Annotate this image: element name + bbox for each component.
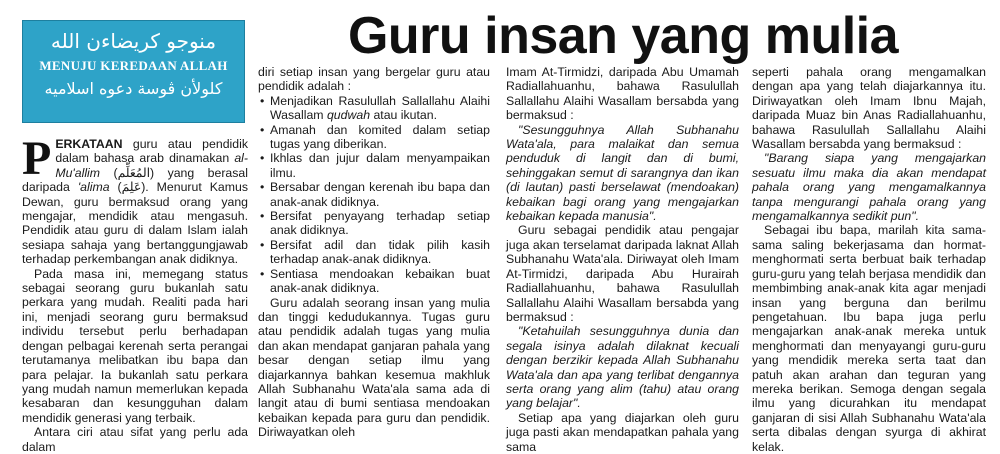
paragraph: Imam At-Tirmidzi, daripada Abu Umamah Radiallahuanhu, bahawa Rasulullah Sallallahu Alaihi Wasallam bersabda yang bermaksud : xyxy=(506,65,739,123)
banner-subtitle: MENUJU KEREDAAN ALLAH xyxy=(39,58,228,73)
list-item: • Ikhlas dan jujur dalam menyampaikan ilmu. xyxy=(258,151,490,180)
paragraph: Antara ciri atau sifat yang perlu ada dalam xyxy=(22,425,248,454)
lead-word: ERKATAAN xyxy=(55,137,123,151)
list-item: • Sentiasa mendoakan kebaikan buat anak-anak didiknya. xyxy=(258,267,490,296)
paragraph: Sebagai ibu bapa, marilah kita sama-sama saling bekerjasama dan hormat-menghormati serta berbuat baik terhadap guru-guru yang telah berjasa mendidik dan membimbing anak-anak kita agar menjadi insan yang berguna dan berilmu pengetahuan. Ibu bapa juga perlu mengajarkan anak-anak mereka untuk menghormati dan menyayangi guru-guru yang mendidik mereka serta taat dan patuh akan arahan dan teguran yang mereka berikan. Semoga dengan segala ilmu yang dicurahkan itu mendapat ganjaran di sisi Allah Subhanahu Wata'ala serta dibalas dengan syurga di akhirat kelak. xyxy=(752,223,986,454)
column-logo-banner xyxy=(22,20,245,123)
term-qudwah: qudwah xyxy=(326,108,371,123)
article-column-2 xyxy=(258,65,490,440)
article-headline: Guru insan yang mulia xyxy=(347,7,899,65)
hadith-quote: "Barang siapa yang mengajarkan sesuatu ilmu maka dia akan mendapat pahala orang yang mengamalkannya tanpa mengurangi pahala orang yang mengamalkannya sedikit pun". xyxy=(752,151,986,224)
list-item: • Bersabar dengan kerenah ibu bapa dan anak-anak didiknya. xyxy=(258,180,490,209)
list-item: • Amanah dan komited dalam setiap tugas yang diberikan. xyxy=(258,123,490,152)
intro-text: (المُعَلِّم) yang berasal daripada xyxy=(22,165,248,195)
paragraph: seperti pahala orang mengamalkan dengan apa yang telah diajarkannya itu. Diriwayatkan oleh Imam Ibnu Majah, daripada Muaz bin Anas Radiallahuanhu, bahawa Rasulullah Sallallahu Alaihi Wasallam bersabda yang bermaksud : xyxy=(752,65,986,152)
term-muallim: al-Mu'allim xyxy=(55,151,248,180)
paragraph: diri setiap insan yang bergelar guru atau pendidik adalah : xyxy=(258,65,490,94)
banner-arabic-caption: كلولأن ڤوسة دعوه اسلاميه xyxy=(44,79,223,98)
traits-list xyxy=(258,94,490,296)
intro-text: guru atau pendidik dalam bahasa arab dinamakan xyxy=(55,137,248,166)
article-column-1 xyxy=(22,132,248,454)
list-item: • Bersifat adil dan tidak pilih kasih terhadap anak-anak didiknya. xyxy=(258,238,490,267)
paragraph: Guru adalah seorang insan yang mulia dan tinggi kedudukannya. Tugas guru atau pendidik adalah tugas yang mulia dan akan mendapat ganjaran pahala yang besar dengan setiap ilmu yang diajarkannya bahkan kesemua makhluk Allah Subhanahu Wata'ala sama ada di langit atau di bumi sentiasa mendoakan kebaikan kepada para guru dan pendidik. Diriwayatkan oleh xyxy=(258,295,490,440)
term-alima: 'alima xyxy=(77,180,110,195)
article-column-3 xyxy=(506,65,739,454)
paragraph: Setiap apa yang diajarkan oleh guru juga pasti akan mendapatkan pahala yang sama xyxy=(506,410,739,454)
list-item: • Bersifat penyayang terhadap setiap anak didiknya. xyxy=(258,209,490,238)
hadith-quote: "Ketahuilah sesungguhnya dunia dan segala isinya adalah dilaknat kecuali dengan berzikir kepada Allah Subhanahu Wata'ala dan apa yang terlibat dengannya serta orang yang alim (tahu) atau orang yang belajar". xyxy=(506,324,739,411)
article-column-4 xyxy=(752,65,986,454)
intro-text: (عَلِمَ). Menurut Kamus Dewan, guru bermaksud orang yang mengajar, mendidik atau mengasuh. Pendidik atau guru di dalam Islam ialah sesiapa sahaja yang bertanggungjawab terhadap perkembangan anak didiknya. xyxy=(22,180,248,267)
paragraph-intro xyxy=(22,132,248,267)
banner-arabic-title: منوجو كريضاءن الله xyxy=(50,29,217,53)
paragraph: Guru sebagai pendidik atau pengajar juga akan terselamat daripada laknat Allah Subhanahu Wata'ala. Diriwayat oleh Imam At-Tirmidzi, daripada Abu Hurairah Radiallahuanhu, bahawa Rasulullah Sallallahu Alaihi Wasallam bersabda yang bermaksud : xyxy=(506,223,739,324)
hadith-quote: "Sesungguhnya Allah Subhanahu Wata'ala, para malaikat dan semua penduduk di langit dan di bumi, sehinggakan semut di sarangnya dan ikan (di lautan) pasti berselawat (mendoakan) kebaikan bagi orang yang mengajarkan kebaikan kepada manusia". xyxy=(506,122,739,224)
drop-cap: P xyxy=(22,132,52,185)
list-item: • Menjadikan Rasulullah Sallallahu Alaihi Wasallam qudwah atau ikutan. xyxy=(258,94,490,123)
paragraph: Pada masa ini, memegang status sebagai seorang guru bukanlah satu perkara yang mudah. Realiti pada hari ini, menjadi seorang guru bermaksud individu tersebut perlu berhadapan dengan pelbagai kerenah serta perangai terutamanya melibatkan ibu bapa dan para pelajar. Ia bukanlah satu perkara yang mudah namun memerlukan kepada kesabaran dan kesungguhan dalam mendidik generasi yang terbaik. xyxy=(22,266,248,425)
